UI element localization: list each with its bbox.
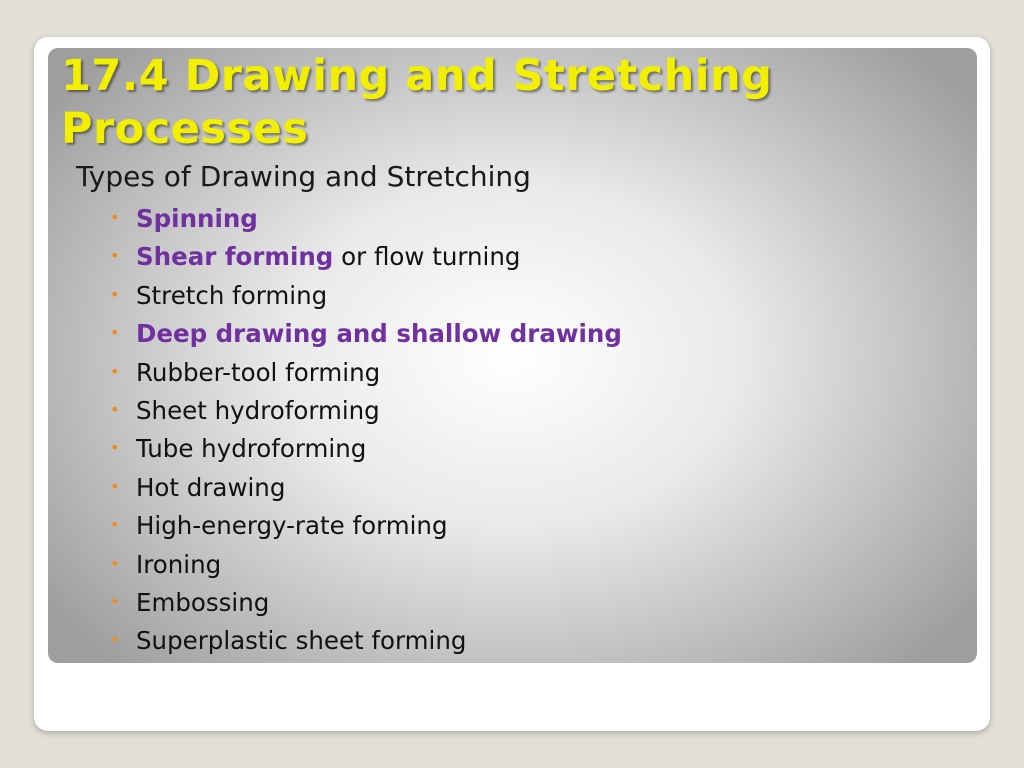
item-text: Tube hydroforming	[136, 434, 367, 464]
item-text: or flow turning	[333, 242, 521, 272]
list-item	[110, 277, 622, 315]
list-item	[110, 622, 622, 660]
item-text: Rubber-tool forming	[136, 357, 381, 387]
list-item	[110, 315, 622, 353]
bullet-icon: •	[110, 208, 120, 227]
item-text: Stretch forming	[136, 280, 328, 310]
slide-title	[61, 50, 772, 156]
list-item	[110, 507, 622, 545]
bullet-icon: •	[110, 553, 120, 573]
list-item	[110, 354, 622, 392]
slide-title-line-1: 17.4 Drawing and Stretching	[61, 51, 773, 101]
subheading: Types of Drawing and Stretching	[76, 160, 531, 193]
bullet-icon: •	[110, 515, 120, 535]
bullet-icon: •	[110, 438, 120, 458]
list-item	[110, 430, 622, 468]
item-text: High-energy-rate forming	[136, 511, 448, 541]
bullet-icon: •	[110, 323, 120, 343]
list-item	[110, 546, 622, 584]
bullet-icon: •	[110, 630, 120, 650]
list-item	[110, 469, 622, 507]
bullet-icon: •	[110, 361, 120, 381]
item-text: Hot drawing	[136, 472, 286, 502]
list-item	[110, 584, 622, 622]
item-text: Superplastic sheet forming	[136, 626, 467, 656]
item-text: Ironing	[136, 549, 222, 579]
item-highlight: Deep drawing and shallow drawing	[136, 319, 622, 349]
item-highlight: Spinning	[136, 204, 258, 233]
bullet-icon: •	[110, 246, 120, 266]
item-text: Embossing	[136, 587, 270, 617]
item-highlight: Shear forming	[136, 242, 334, 272]
bullet-icon: •	[110, 399, 120, 419]
list-item	[110, 392, 622, 430]
bullet-list	[110, 200, 622, 661]
item-text: Sheet hydroforming	[136, 395, 380, 425]
list-item	[110, 200, 622, 238]
bullet-icon: •	[110, 284, 120, 304]
list-item	[110, 238, 622, 276]
bullet-icon: •	[110, 476, 120, 496]
slide-title-line-2: Processes	[61, 104, 309, 154]
bullet-icon: •	[110, 591, 120, 611]
